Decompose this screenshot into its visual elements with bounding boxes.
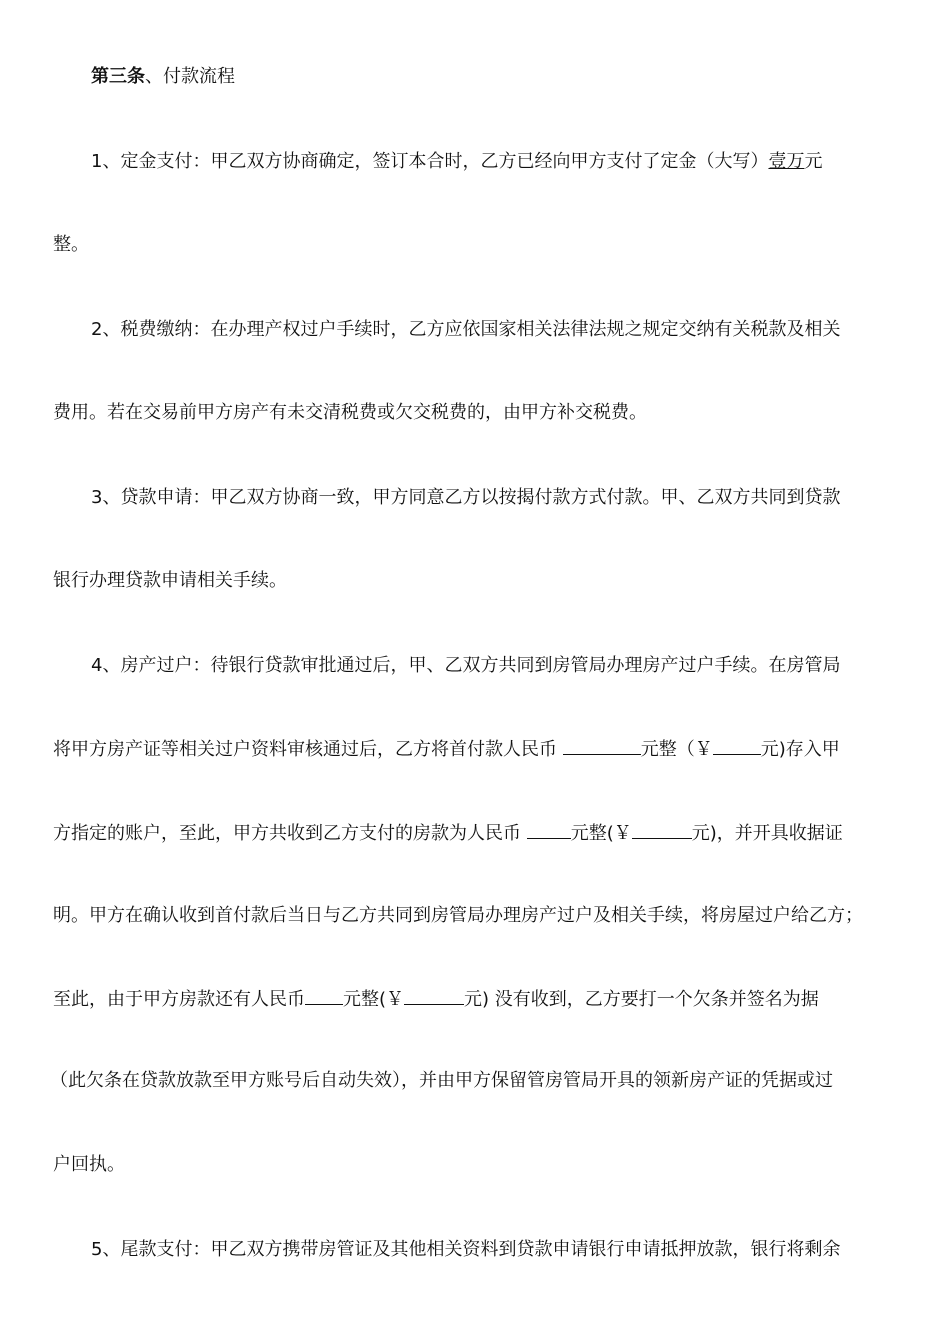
clause-4-text: 元)存入甲	[760, 739, 840, 760]
clause-2-line-2: 费用。若在交易前甲方房产有未交清税费或欠交税费的，由甲方补交税费。	[53, 402, 647, 423]
clause-5-line-1: 5、尾款支付：甲乙双方携带房管证及其他相关资料到贷款申请银行申请抵押放款，银行将剩余	[91, 1239, 841, 1260]
clause-1-unit: 元	[804, 151, 823, 172]
clause-4-line-3	[53, 820, 843, 847]
clause-4-text: 元) 没有收到，乙方要打一个欠条并签名为据	[464, 989, 819, 1010]
deposit-amount: 壹万	[768, 151, 805, 172]
clause-1-line-1	[91, 149, 822, 175]
clause-4-line-6: （此欠条在贷款放款至甲方账号后自动失效），并由甲方保留管房管局开具的领新房产证的凭据或过	[50, 1070, 833, 1091]
down-payment-amount-blank[interactable]	[563, 736, 641, 755]
down-payment-figure-blank[interactable]	[713, 736, 761, 755]
total-received-amount-blank[interactable]	[527, 820, 571, 839]
clause-2-line-1: 2、税费缴纳：在办理产权过户手续时，乙方应依国家相关法律法规之规定交纳有关税款及相关	[91, 319, 841, 340]
clause-4-text: 方指定的账户，至此，甲方共收到乙方支付的房款为人民币	[53, 823, 521, 844]
clause-4-text: 元)，并开具收据证	[691, 823, 843, 844]
total-received-figure-blank[interactable]	[632, 820, 692, 839]
remaining-figure-blank[interactable]	[404, 986, 464, 1005]
clause-4-text: 元整(￥	[343, 989, 405, 1010]
article-heading-number: 第三条	[91, 66, 145, 87]
clause-4-text: 元整(￥	[570, 823, 632, 844]
remaining-amount-blank[interactable]	[305, 986, 343, 1005]
clause-1-line-2: 整。	[53, 234, 89, 255]
article-heading-title: 、付款流程	[145, 66, 235, 87]
clause-3-line-1: 3、贷款申请：甲乙双方协商一致，甲方同意乙方以按揭付款方式付款。甲、乙双方共同到贷款	[91, 487, 841, 508]
clause-4-line-4: 明。甲方在确认收到首付款后当日与乙方共同到房管局办理房产过户及相关手续，将房屋过户给乙方；	[53, 905, 863, 926]
clause-3-line-2: 银行办理贷款申请相关手续。	[53, 570, 287, 591]
clause-1-text: 1、定金支付：甲乙双方协商确定，签订本合时，乙方已经向甲方支付了定金（大写）	[91, 151, 769, 172]
clause-4-text: 将甲方房产证等相关过户资料审核通过后，乙方将首付款人民币	[53, 739, 557, 760]
clause-4-line-7: 户回执。	[53, 1154, 125, 1175]
clause-4-line-5	[53, 986, 819, 1013]
clause-4-line-1: 4、房产过户：待银行贷款审批通过后，甲、乙双方共同到房管局办理房产过户手续。在房管局	[91, 655, 841, 676]
clause-4-line-2	[53, 736, 840, 763]
clause-4-text: 至此，由于甲方房款还有人民币	[53, 989, 305, 1010]
article-heading	[91, 64, 235, 90]
clause-4-text: 元整（￥	[640, 739, 713, 760]
